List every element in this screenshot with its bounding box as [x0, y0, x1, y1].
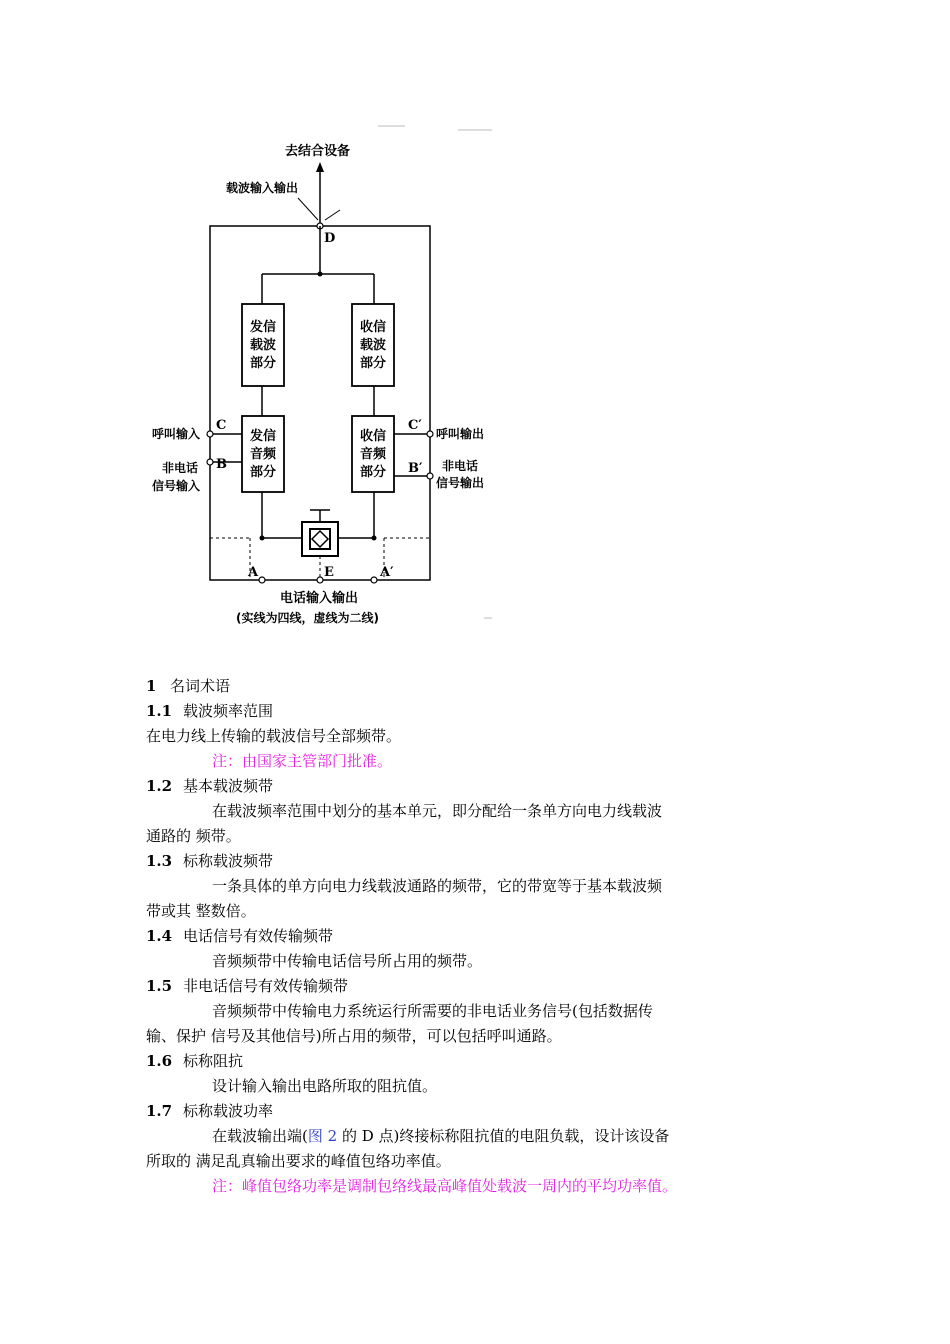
call-out-label: 呼叫输出: [436, 427, 485, 441]
node-b2-label: B′: [408, 461, 423, 476]
tx-audio-text-1: 发信: [250, 429, 277, 444]
figure-link[interactable]: 图 2: [307, 1127, 338, 1145]
node-d-label: D: [324, 231, 336, 246]
rx-carrier-text-2: 载波: [360, 338, 387, 353]
section-number: 1.7: [146, 1102, 173, 1120]
section-title: 非电话信号有效传输频带: [183, 977, 349, 995]
node-e-dot: [317, 577, 323, 583]
body-text: 带或其 整数倍。: [146, 902, 256, 920]
section-heading: [146, 976, 348, 996]
section-number: 1.3: [146, 852, 173, 870]
tx-carrier-text-3: 部分: [250, 356, 277, 371]
junction-dot: [260, 536, 265, 541]
note-text: 注：由国家主管部门批准。: [212, 752, 393, 770]
node-c2-label: C′: [408, 418, 422, 433]
section-title: 电话信号有效传输频带: [183, 927, 334, 945]
node-b2-dot: [427, 473, 433, 479]
section-title: 标称载波频带: [183, 852, 274, 870]
call-in-label: 呼叫输入: [152, 427, 201, 441]
node-a-label: A: [248, 565, 259, 580]
section-title: 基本载波频带: [183, 777, 274, 795]
section-heading: [146, 851, 273, 871]
section-heading: [146, 1101, 273, 1121]
node-c-dot: [207, 431, 213, 437]
nonphone-in-label-2: 信号输入: [152, 479, 201, 493]
body-text-part: 的 D 点)终接标称阻抗值的电阻负载，设计该设备: [337, 1127, 670, 1145]
body-text: 音频频带中传输电话信号所占用的频带。: [212, 952, 483, 970]
node-c2-dot: [427, 431, 433, 437]
section-number: 1.5: [146, 977, 173, 995]
body-text: 一条具体的单方向电力线载波通路的频带，它的带宽等于基本载波频: [212, 877, 663, 895]
rx-audio-text-3: 部分: [360, 465, 387, 480]
section-title: 标称载波功率: [183, 1102, 274, 1120]
node-a-dot: [259, 577, 265, 583]
node-c-label: C: [216, 418, 227, 433]
top-label: 去结合设备: [285, 144, 351, 159]
section-number: 1.1: [146, 702, 173, 720]
body-text-part: 在载波输出端(: [212, 1127, 308, 1145]
carrier-block-diagram: [140, 118, 520, 638]
rx-audio-text-1: 收信: [360, 429, 387, 444]
body-text: 在载波频率范围中划分的基本单元，即分配给一条单方向电力线载波: [212, 802, 663, 820]
tx-carrier-text-2: 载波: [250, 338, 277, 353]
body-text: 在电力线上传输的载波信号全部频带。: [146, 727, 402, 745]
nonphone-out-label-1: 非电话: [442, 459, 479, 473]
tx-carrier-text-1: 发信: [250, 320, 277, 335]
arrow-head-icon: [316, 162, 324, 172]
tx-audio-text-2: 音频: [250, 447, 277, 462]
node-b-label: B: [216, 457, 227, 472]
section-number: 1.2: [146, 777, 173, 795]
junction-dot: [372, 536, 377, 541]
body-text: 设计输入输出电路所取的阻抗值。: [212, 1077, 438, 1095]
node-a2-dot: [371, 577, 377, 583]
body-text: [212, 1126, 669, 1146]
body-text: 输、保护 信号及其他信号)所占用的频带，可以包括呼叫通路。: [146, 1027, 562, 1045]
section-heading: [146, 1051, 243, 1071]
rx-audio-text-2: 音频: [360, 447, 387, 462]
section-number: 1.4: [146, 927, 173, 945]
pointer-line: [325, 210, 340, 220]
nonphone-out-label-2: 信号输出: [436, 476, 485, 490]
bottom-label-2: (实线为四线，虚线为二线): [236, 611, 379, 625]
pointer-line: [298, 198, 318, 220]
section-title: 名词术语: [170, 677, 231, 695]
section-number: 1.6: [146, 1052, 173, 1070]
bottom-label-1: 电话输入输出: [280, 591, 359, 606]
section-heading: [146, 776, 273, 796]
section-title: 标称阻抗: [183, 1052, 244, 1070]
section-heading: [146, 926, 333, 946]
rx-carrier-text-3: 部分: [360, 356, 387, 371]
note-text: 注：峰值包络功率是调制包络线最高峰值处载波一周内的平均功率值。: [212, 1177, 678, 1195]
tx-audio-text-3: 部分: [250, 465, 277, 480]
section-heading: [146, 676, 230, 696]
carrier-io-label: 载波输入输出: [226, 181, 299, 195]
nonphone-in-label-1: 非电话: [162, 461, 199, 475]
body-text: 音频频带中传输电力系统运行所需要的非电话业务信号(包括数据传: [212, 1002, 653, 1020]
section-title: 载波频率范围: [183, 702, 274, 720]
section-heading: [146, 701, 273, 721]
node-a2-label: A′: [380, 565, 394, 580]
rx-carrier-text-1: 收信: [360, 320, 387, 335]
node-e-label: E: [324, 565, 334, 580]
body-text: 所取的 满足乱真输出要求的峰值包络功率值。: [146, 1152, 451, 1170]
body-text: 通路的 频带。: [146, 827, 241, 845]
node-b-dot: [207, 459, 213, 465]
section-number: 1: [146, 677, 157, 695]
